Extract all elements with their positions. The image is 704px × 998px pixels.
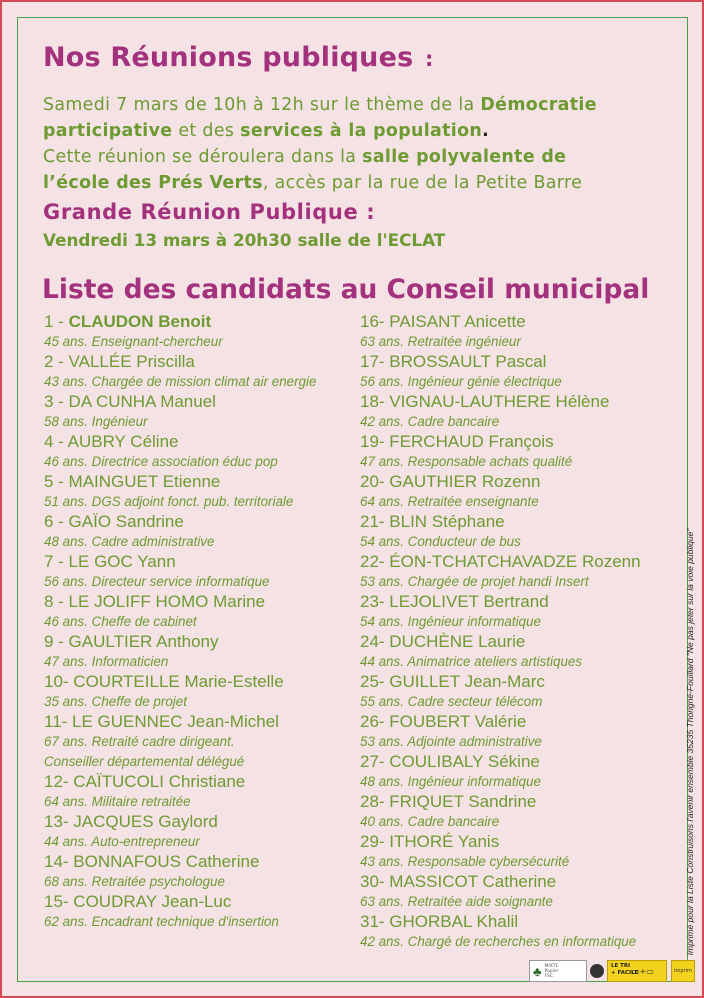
candidate-name-text: 3 - DA CUNHA Manuel	[44, 392, 216, 411]
intro-line-3	[43, 144, 673, 170]
candidate-description: 43 ans. Chargée de mission climat air energie	[44, 374, 317, 389]
candidate-name	[44, 772, 316, 792]
recycle-arrows-icon: ▭+▭	[632, 967, 654, 976]
candidate-name	[44, 632, 316, 652]
tri-logo	[607, 960, 667, 982]
candidate-name	[360, 792, 641, 812]
intro-line-2	[43, 118, 673, 144]
candidate-name	[360, 392, 641, 412]
candidate-name-text: 25- GUILLET Jean-Marc	[360, 672, 545, 691]
intro-bold: salle polyvalente de	[362, 147, 567, 167]
meetings-heading	[43, 42, 434, 73]
intro-period: .	[482, 121, 490, 141]
intro-line-4	[43, 170, 673, 196]
intro-text: Cette réunion se déroulera dans la	[43, 147, 363, 167]
candidate-item	[360, 832, 641, 872]
intro-bold: Démocratie	[480, 95, 597, 115]
candidate-name	[44, 712, 316, 732]
intro-bold: services à la population	[240, 121, 483, 141]
intro-text: Samedi 7 mars de 10h à 12h sur le thème de la	[43, 95, 481, 115]
imprim-vert-logo: imprim	[671, 960, 695, 982]
candidates-column-right	[360, 312, 641, 952]
candidate-description: 64 ans. Militaire retraitée	[44, 794, 191, 809]
candidate-name	[44, 852, 316, 872]
fsc-text-1: MIXTE	[544, 963, 559, 969]
candidate-item	[44, 312, 316, 352]
candidate-name-text: 17- BROSSAULT Pascal	[360, 352, 547, 371]
candidate-name	[360, 632, 641, 652]
candidates-heading: Liste des candidats au Conseil municipal	[42, 274, 650, 305]
candidate-name	[360, 592, 641, 612]
candidate-item	[360, 672, 641, 712]
candidate-description: 67 ans. Retraité cadre dirigeant.	[44, 734, 235, 749]
candidate-item	[360, 392, 641, 432]
intro-bold: l’école des Prés Verts	[43, 173, 263, 193]
candidate-name	[44, 812, 316, 832]
candidate-name-text: 19- FERCHAUD François	[360, 432, 554, 451]
candidate-description: 54 ans. Ingénieur informatique	[360, 614, 541, 629]
candidate-item	[44, 472, 316, 512]
candidate-description: 55 ans. Cadre secteur télécom	[360, 694, 543, 709]
intro-text: , accès par la rue de la Petite Barre	[262, 173, 583, 193]
candidate-item	[44, 352, 316, 392]
candidate-name-text: 8 - LE JOLIFF HOMO Marine	[44, 592, 266, 611]
candidate-description: 47 ans. Informaticien	[44, 654, 169, 669]
candidate-item	[360, 352, 641, 392]
candidate-item	[360, 552, 641, 592]
candidate-name	[360, 432, 641, 452]
candidate-description: 44 ans. Auto-entrepreneur	[44, 834, 200, 849]
candidate-name	[44, 592, 316, 612]
candidate-name-text: 1 -	[44, 312, 69, 331]
candidate-description: 54 ans. Conducteur de bus	[360, 534, 521, 549]
candidate-item	[360, 712, 641, 752]
candidate-name	[360, 912, 641, 932]
candidate-name	[360, 712, 641, 732]
candidate-item	[44, 772, 316, 812]
candidate-item	[360, 472, 641, 512]
candidate-description: 47 ans. Responsable achats qualité	[360, 454, 573, 469]
candidate-description: 48 ans. Ingénieur informatique	[360, 774, 541, 789]
candidate-item	[360, 872, 641, 912]
candidate-description: 64 ans. Retraitée enseignante	[360, 494, 539, 509]
candidate-name-text: 20- GAUTHIER Rozenn	[360, 472, 541, 491]
candidate-description: 44 ans. Animatrice ateliers artistiques	[360, 654, 583, 669]
candidate-description: 68 ans. Retraitée psychologue	[44, 874, 225, 889]
tree-icon: ♣	[533, 963, 542, 979]
candidate-name	[44, 552, 316, 572]
candidate-name-text: 24- DUCHÈNE Laurie	[360, 632, 526, 651]
candidate-name	[360, 472, 641, 492]
candidate-item	[44, 392, 316, 432]
candidate-description: 51 ans. DGS adjoint fonct. pub. territoriale	[44, 494, 294, 509]
candidate-name	[360, 512, 641, 532]
candidate-name	[44, 312, 316, 332]
candidate-name	[360, 352, 641, 372]
candidate-name-text: 15- COUDRAY Jean-Luc	[44, 892, 232, 911]
candidate-name	[360, 672, 641, 692]
candidate-item	[360, 792, 641, 832]
candidate-name-text: 23- LEJOLIVET Bertrand	[360, 592, 549, 611]
candidate-name-text: 30- MASSICOT Catherine	[360, 872, 557, 891]
candidate-name-text: 18- VIGNAU-LAUTHERE Hélène	[360, 392, 610, 411]
candidate-item	[360, 312, 641, 352]
candidate-item	[44, 712, 316, 772]
fsc-logo	[529, 960, 587, 982]
candidate-name	[44, 392, 316, 412]
candidate-name-text: 11- LE GUENNEC Jean-Michel	[44, 712, 279, 731]
candidate-name-text: 13- JACQUES Gaylord	[44, 812, 218, 831]
intro-line-1	[43, 92, 673, 118]
candidate-description: 58 ans. Ingénieur	[44, 414, 148, 429]
candidate-description: 46 ans. Cheffe de cabinet	[44, 614, 197, 629]
candidate-item	[360, 752, 641, 792]
candidate-item	[360, 632, 641, 672]
tri-text-1: LE TRI	[611, 963, 631, 969]
candidate-name	[44, 512, 316, 532]
candidate-name-bold: CLAUDON Benoit	[68, 312, 212, 331]
candidate-name	[360, 552, 641, 572]
candidate-description: 53 ans. Adjointe administrative	[360, 734, 542, 749]
candidate-name-text: 4 - AUBRY Céline	[44, 432, 179, 451]
candidate-item	[44, 432, 316, 472]
candidate-description: Conseiller départemental délégué	[44, 754, 245, 769]
candidate-description: 53 ans. Chargée de projet handi Insert	[360, 574, 589, 589]
candidate-item	[360, 512, 641, 552]
candidate-name	[44, 352, 316, 372]
candidate-description: 42 ans. Cadre bancaire	[360, 414, 500, 429]
intro-bold: participative	[43, 121, 173, 141]
candidate-description: 63 ans. Retraitée ingénieur	[360, 334, 521, 349]
candidates-column-left	[44, 312, 316, 932]
fsc-logo-text	[545, 964, 559, 979]
meetings-heading-text: Nos Réunions publiques	[43, 42, 414, 73]
candidate-description: 63 ans. Retraitée aide soignante	[360, 894, 553, 909]
candidate-name-text: 10- COURTEILLE Marie-Estelle	[44, 672, 284, 691]
imprint-text: Imprimé pour la Liste Construisons l'avenir ensemble 35235 Thorigné-Fouillard "Ne pas jeter sur la voie publique"	[685, 528, 695, 956]
grande-reunion-date: Vendredi 13 mars à 20h30 salle de l'ECLAT	[43, 230, 446, 250]
candidate-name	[360, 832, 641, 852]
candidate-description: 42 ans. Chargé de recherches en informatique	[360, 934, 637, 949]
candidate-name-text: 29- ITHORÉ Yanis	[360, 832, 500, 851]
candidate-name-text: 26- FOUBERT Valérie	[360, 712, 527, 731]
candidate-name-text: 14- BONNAFOUS Catherine	[44, 852, 260, 871]
tri-text-2: + FACILE	[611, 970, 639, 976]
candidate-description: 46 ans. Directrice association éduc pop	[44, 454, 278, 469]
candidate-item	[44, 632, 316, 672]
intro-text: et des	[172, 121, 241, 141]
candidate-name-text: 5 - MAINGUET Etienne	[44, 472, 221, 491]
candidate-name-text: 7 - LE GOC Yann	[44, 552, 176, 571]
candidate-name-text: 27- COULIBALY Sékine	[360, 752, 540, 771]
candidate-item	[360, 912, 641, 952]
candidate-name	[44, 672, 316, 692]
candidate-description: 45 ans. Enseignant-chercheur	[44, 334, 223, 349]
candidate-item	[360, 592, 641, 632]
candidate-description: 56 ans. Directeur service informatique	[44, 574, 270, 589]
candidate-item	[44, 852, 316, 892]
candidate-name-text: 6 - GAÏO Sandrine	[44, 512, 184, 531]
candidate-item	[44, 812, 316, 852]
candidate-item	[44, 512, 316, 552]
candidate-name-text: 21- BLIN Stéphane	[360, 512, 505, 531]
candidate-name-text: 28- FRIQUET Sandrine	[360, 792, 537, 811]
candidate-name	[360, 752, 641, 772]
candidate-item	[44, 672, 316, 712]
candidate-item	[44, 552, 316, 592]
candidate-description: 62 ans. Encadrant technique d'insertion	[44, 914, 279, 929]
candidate-name	[44, 432, 316, 452]
candidate-name-text: 16- PAISANT Anicette	[360, 312, 526, 331]
meeting-intro	[43, 92, 673, 196]
candidate-description: 56 ans. Ingénieur génie électrique	[360, 374, 562, 389]
candidate-name	[360, 312, 641, 332]
candidate-item	[44, 592, 316, 632]
candidate-item	[360, 432, 641, 472]
candidate-name-text: 12- CAÏTUCOLI Christiane	[44, 772, 246, 791]
candidate-name-text: 9 - GAULTIER Anthony	[44, 632, 219, 651]
candidate-description: 43 ans. Responsable cybersécurité	[360, 854, 570, 869]
candidate-name	[44, 472, 316, 492]
candidate-name	[44, 892, 316, 912]
fsc-text-2: Papier	[544, 968, 559, 974]
fsc-text-3: FSC	[544, 973, 554, 979]
candidate-name-text: 22- ÉON-TCHATCHAVADZE Rozenn	[360, 552, 641, 571]
candidate-name-text: 2 - VALLÉE Priscilla	[44, 352, 195, 371]
candidate-description: 48 ans. Cadre administrative	[44, 534, 215, 549]
candidate-name-text: 31- GHORBAL Khalil	[360, 912, 519, 931]
candidate-item	[44, 892, 316, 932]
candidate-name	[360, 872, 641, 892]
candidate-description: 40 ans. Cadre bancaire	[360, 814, 500, 829]
grande-reunion-heading: Grande Réunion Publique :	[43, 200, 376, 224]
meetings-heading-colon: :	[425, 47, 434, 71]
candidate-description: 35 ans. Cheffe de projet	[44, 694, 187, 709]
recycle-icon	[590, 964, 604, 978]
